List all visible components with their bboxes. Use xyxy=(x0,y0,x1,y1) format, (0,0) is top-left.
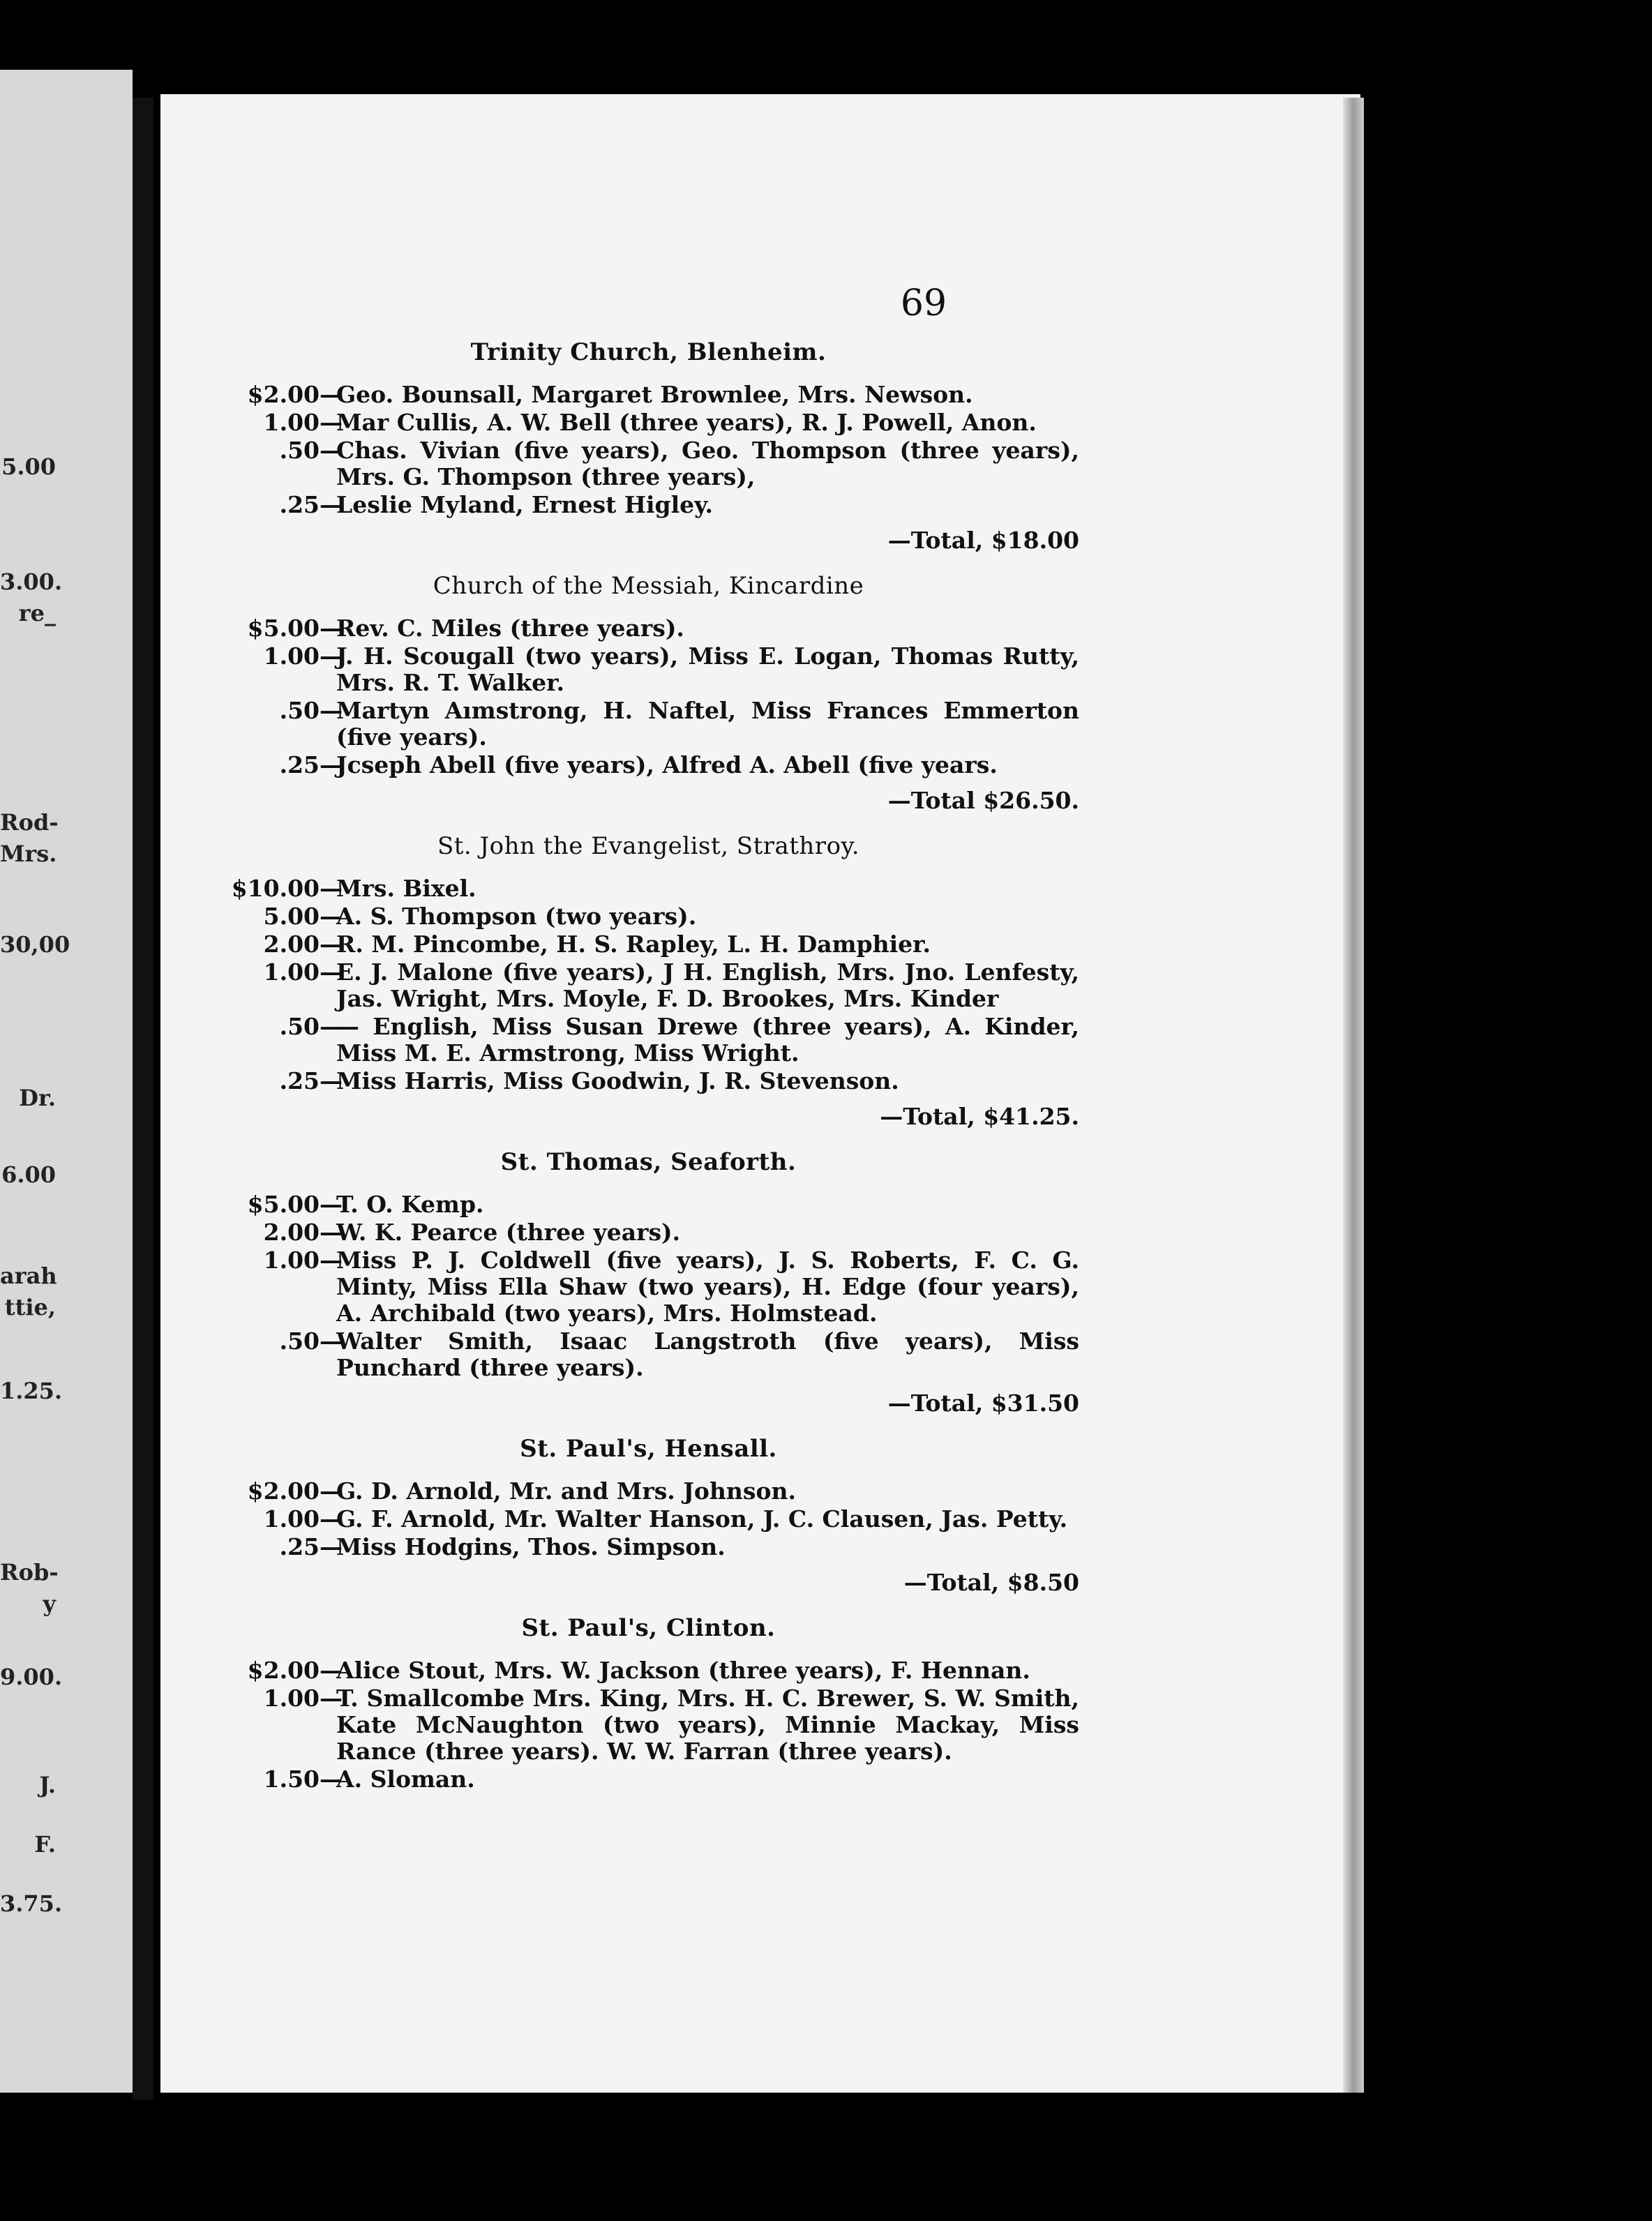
contribution-amount: .50 xyxy=(279,437,320,464)
contribution-entry xyxy=(218,1247,1079,1327)
contributor-names: G. D. Arnold, Mr. and Mrs. Johnson. xyxy=(336,1477,796,1505)
contribution-amount: 2.00 xyxy=(263,931,320,958)
page-number: 69 xyxy=(900,283,947,324)
church-section xyxy=(218,1614,1079,1793)
em-dash: — xyxy=(320,1013,343,1040)
facing-page-text-fragment: Rob- xyxy=(0,1559,59,1586)
contribution-amount: .50 xyxy=(279,1327,320,1355)
em-dash: — xyxy=(320,1477,343,1505)
contribution-amount: 1.00 xyxy=(263,958,320,986)
em-dash: — xyxy=(320,1657,343,1684)
facing-page-text-fragment: Mrs. xyxy=(0,841,57,867)
em-dash: — xyxy=(320,1765,343,1793)
contribution-entry xyxy=(218,382,1079,408)
contributor-names: Chas. Vivian (five years), Geo. Thompson (three years), Mrs. G. Thompson (three years), xyxy=(336,437,1079,490)
em-dash: — xyxy=(320,903,343,930)
contribution-amount: 5.00 xyxy=(263,903,320,930)
facing-page-text-fragment: 5.00 xyxy=(1,453,56,480)
contribution-entry xyxy=(218,1657,1079,1684)
contribution-amount: 2.00 xyxy=(263,1219,320,1246)
em-dash: — xyxy=(320,1533,343,1560)
contribution-amount: $5.00 xyxy=(247,1191,320,1218)
contribution-entry xyxy=(218,875,1079,902)
contribution-entry xyxy=(218,1068,1079,1094)
church-section xyxy=(218,1435,1079,1596)
em-dash: — xyxy=(320,1247,343,1274)
facing-page-text-fragment: 3.00. xyxy=(0,569,63,595)
contribution-entry xyxy=(218,903,1079,930)
facing-page-text-fragment: 9.00. xyxy=(0,1664,63,1690)
facing-page-text-fragment: Rod- xyxy=(0,809,59,836)
em-dash: — xyxy=(320,1191,343,1218)
contributor-names: Leslie Myland, Ernest Higley. xyxy=(336,491,714,518)
church-total: —Total $26.50. xyxy=(887,787,1079,814)
em-dash: — xyxy=(320,381,343,408)
contributor-names: A. Sloman. xyxy=(336,1765,475,1793)
facing-page-text-fragment: y xyxy=(43,1590,56,1617)
contributor-names: Mrs. Bixel. xyxy=(336,875,476,902)
contribution-amount: .50 xyxy=(279,1013,320,1040)
contribution-entry xyxy=(218,1766,1079,1793)
church-heading: St. Paul's, Hensall. xyxy=(520,1435,777,1463)
contribution-amount: .25 xyxy=(279,491,320,518)
contribution-amount: .25 xyxy=(279,1533,320,1560)
em-dash: — xyxy=(320,875,343,902)
contribution-entry xyxy=(218,1478,1079,1505)
facing-page-text-fragment: 3.75. xyxy=(0,1890,63,1917)
contributor-names: T. O. Kemp. xyxy=(336,1191,484,1218)
em-dash: — xyxy=(320,491,343,518)
church-total: —Total, $41.25. xyxy=(880,1103,1079,1130)
em-dash: — xyxy=(320,615,343,642)
contributor-names: Martyn Aımstrong, H. Naftel, Miss Frances Emmerton (five years). xyxy=(336,697,1079,751)
contributor-names: J. H. Scougall (two years), Miss E. Logan, Thomas Rutty, Mrs. R. T. Walker. xyxy=(336,642,1079,696)
contributor-names: Miss P. J. Coldwell (five years), J. S. Roberts, F. C. G. Minty, Miss Ella Shaw (two years), H. Edge (four years), A. Archibald (two years), Mrs. Holmstead. xyxy=(336,1247,1079,1327)
contribution-amount: .25 xyxy=(279,1067,320,1094)
page-edge xyxy=(1343,98,1364,2093)
em-dash: — xyxy=(320,437,343,464)
em-dash: — xyxy=(320,642,343,670)
contribution-amount: $10.00 xyxy=(231,875,320,902)
contribution-amount: 1.00 xyxy=(263,409,320,436)
church-total: —Total, $8.50 xyxy=(903,1569,1079,1596)
facing-page-text-fragment: 30,00 xyxy=(0,931,70,958)
em-dash: — xyxy=(320,958,343,986)
contribution-entry xyxy=(218,931,1079,958)
contribution-entry xyxy=(218,492,1079,518)
contributor-names: Miss Harris, Miss Goodwin, J. R. Stevenson. xyxy=(336,1067,899,1094)
facing-page-text-fragment: J. xyxy=(39,1772,56,1798)
contribution-entry xyxy=(218,1014,1079,1067)
church-heading: Trinity Church, Blenheim. xyxy=(470,338,827,366)
facing-page-text-fragment: Dr. xyxy=(19,1085,56,1111)
em-dash: — xyxy=(320,409,343,436)
contribution-entry xyxy=(218,752,1079,778)
church-section xyxy=(218,338,1079,554)
contributor-names: E. J. Malone (five years), J H. English, Mrs. Jno. Lenfesty, Jas. Wright, Mrs. Moyle, F. D. Brookes, Mrs. Kinder xyxy=(336,958,1079,1012)
contribution-amount: 1.00 xyxy=(263,1505,320,1533)
facing-page-text-fragment: 1.25. xyxy=(0,1378,63,1404)
contribution-amount: $2.00 xyxy=(247,1657,320,1684)
contributor-names: Geo. Bounsall, Margaret Brownlee, Mrs. Newson. xyxy=(336,381,973,408)
contribution-amount: 1.00 xyxy=(263,1685,320,1712)
contributor-names: A. S. Thompson (two years). xyxy=(336,903,697,930)
church-section xyxy=(218,572,1079,814)
contribution-amount: 1.50 xyxy=(263,1765,320,1793)
contributor-names: Walter Smith, Isaac Langstroth (five years), Miss Punchard (three years). xyxy=(336,1327,1079,1381)
contribution-entry xyxy=(218,1191,1079,1218)
contributor-names: Miss Hodgins, Thos. Simpson. xyxy=(336,1533,726,1560)
contribution-entry xyxy=(218,698,1079,751)
contribution-entry xyxy=(218,1685,1079,1765)
contribution-entry xyxy=(218,1506,1079,1533)
contribution-amount: $5.00 xyxy=(247,615,320,642)
church-heading: St. Thomas, Seaforth. xyxy=(500,1148,797,1176)
contribution-entry xyxy=(218,959,1079,1012)
facing-page-text-fragment: ttie, xyxy=(4,1294,56,1320)
contribution-amount: $2.00 xyxy=(247,1477,320,1505)
em-dash: — xyxy=(320,1219,343,1246)
contribution-amount: 1.00 xyxy=(263,1247,320,1274)
contributor-names: Mar Cullis, A. W. Bell (three years), R. J. Powell, Anon. xyxy=(336,409,1037,436)
church-section xyxy=(218,832,1079,1130)
em-dash: — xyxy=(320,751,343,778)
contributor-names: Alice Stout, Mrs. W. Jackson (three years), F. Hennan. xyxy=(336,1657,1030,1684)
contribution-entry xyxy=(218,1219,1079,1246)
em-dash: — xyxy=(320,1685,343,1712)
em-dash: — xyxy=(320,931,343,958)
contribution-amount: .25 xyxy=(279,751,320,778)
contribution-entry xyxy=(218,1328,1079,1381)
church-heading: Church of the Messiah, Kincardine xyxy=(433,572,864,600)
contributor-names: T. Smallcombe Mrs. King, Mrs. H. C. Brewer, S. W. Smith, Kate McNaughton (two years), Minnie Mackay, Miss Rance (three years). W. W. Farran (three years). xyxy=(336,1685,1079,1765)
contribution-entry xyxy=(218,615,1079,642)
contribution-amount: 1.00 xyxy=(263,642,320,670)
facing-page-text-fragment: 6.00 xyxy=(1,1161,56,1188)
church-section xyxy=(218,1148,1079,1417)
em-dash: — xyxy=(320,1327,343,1355)
contributor-names: Rev. C. Miles (three years). xyxy=(336,615,684,642)
contribution-entry xyxy=(218,1534,1079,1560)
church-heading: St. Paul's, Clinton. xyxy=(521,1614,776,1642)
em-dash: — xyxy=(320,1067,343,1094)
em-dash: — xyxy=(320,1505,343,1533)
contribution-entry xyxy=(218,643,1079,696)
facing-page-text-fragment: F. xyxy=(34,1831,56,1858)
contributor-names: W. K. Pearce (three years). xyxy=(336,1219,681,1246)
contributor-names: G. F. Arnold, Mr. Walter Hanson, J. C. Clausen, Jas. Petty. xyxy=(336,1505,1068,1533)
contributor-names: R. M. Pincombe, H. S. Rapley, L. H. Damphier. xyxy=(336,931,931,958)
contribution-entry xyxy=(218,437,1079,490)
em-dash: — xyxy=(320,697,343,724)
church-total: —Total, $31.50 xyxy=(887,1390,1079,1417)
facing-page-text-fragment: arah xyxy=(0,1263,57,1289)
facing-page-text-fragment: re_ xyxy=(18,600,56,626)
church-heading: St. John the Evangelist, Strathroy. xyxy=(437,832,860,860)
contribution-amount: .50 xyxy=(279,697,320,724)
contribution-entry xyxy=(218,409,1079,436)
contribution-amount: $2.00 xyxy=(247,381,320,408)
book-gutter xyxy=(133,98,153,2100)
contribution-list xyxy=(218,338,1079,1805)
church-total: —Total, $18.00 xyxy=(887,527,1079,554)
contributor-names: — English, Miss Susan Drewe (three years), A. Kinder, Miss M. E. Armstrong, Miss Wright. xyxy=(336,1013,1079,1067)
contributor-names: Jcseph Abell (five years), Alfred A. Abell (five years. xyxy=(336,751,998,778)
